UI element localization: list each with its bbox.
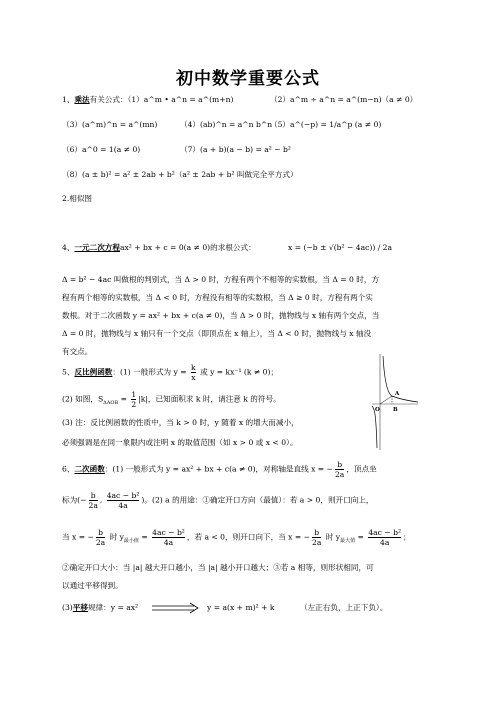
half-fraction — [131, 390, 136, 409]
formula-7: （7）(a + b)(a − b) = a² − b² — [180, 145, 291, 154]
section4-number: 4、 — [62, 243, 75, 252]
fraction-numerator: b — [90, 491, 96, 500]
section4-para1: Δ = b² − 4ac 叫做根的判别式，当 Δ > 0 时，方程有两个不相等的实数根，当 Δ = 0 时，方 — [62, 275, 380, 284]
fraction-numerator: b — [98, 528, 103, 537]
formula-6: （6）a^0 = 1(a ≠ 0) — [62, 145, 141, 154]
section6-line5: 以通过平移得到。 — [62, 581, 123, 590]
section5-line4: 必须强调是在同一象限内或注明 x 的取值范围（如 x > 0 或 x < 0）。 — [62, 438, 298, 447]
fraction-numerator: 4ac − b² — [152, 528, 185, 537]
formula-2: （2）a^m ÷ a^n = a^(m−n)（a ≠ 0） — [270, 95, 418, 104]
formula-3: （3）(a^m)^n = a^(mn) — [62, 120, 158, 129]
section2-text: 2.相似图 — [62, 194, 93, 203]
hyperbola-figure — [370, 352, 420, 452]
min-subscript: 最小值 — [123, 538, 139, 545]
equals-sign: = — [118, 394, 130, 404]
section4-para4: Δ = 0 时，抛物线与 x 轴只有一个交点（即顶点在 x 轴上），当 Δ < 0 时，抛物线与 x 轴没 — [62, 329, 372, 338]
section5-number: 5、 — [62, 367, 75, 377]
section6-line2-tail: )。(2) a 的用途：①确定开口方向（最值）：若 a > 0，则开口向上， — [141, 495, 374, 505]
translation-rule: （左正右负，上正下负）。 — [300, 603, 388, 612]
semicolon: ； — [403, 532, 411, 542]
page-title: 初中数学重要公式 — [176, 69, 320, 89]
fraction-denominator: 4a — [107, 500, 140, 510]
section4-line1 — [62, 243, 256, 253]
k-over-x-fraction — [191, 363, 196, 382]
fraction-numerator: b — [314, 528, 320, 537]
fraction-denominator: x — [191, 373, 196, 382]
min-x-fraction — [96, 528, 105, 547]
roots-formula: x = (−b ± √(b² − 4ac)) / 2a — [288, 243, 393, 252]
section6-line1-tail: ，顶点坐 — [346, 464, 377, 474]
section6-line4: ②确定开口大小：当 |a| 越大开口越小，当 |a| 越小开口越大；③若 a 相等，则形状相同，可 — [62, 563, 374, 572]
translation-from: 规律：y = ax² — [87, 603, 139, 612]
hyperbola-branch-1 — [383, 356, 418, 402]
min-value-fraction — [152, 528, 185, 547]
section6-line6 — [62, 603, 138, 613]
vertex-prefix: 标为(− — [62, 495, 87, 505]
item3-number: (3) — [62, 603, 73, 612]
section4-para2: 程有两个相等的实数根，当 Δ < 0 时，方程没有相等的实数根，当 Δ ≥ 0 时，方程有两个实 — [62, 293, 373, 302]
section6-number: 6、 — [62, 464, 75, 474]
vertex-x-fraction — [89, 491, 98, 510]
max-condition: ，若 a < 0，则开口向下，当 x = − — [186, 532, 311, 542]
section1-heading: 乘法 — [74, 95, 90, 104]
section5-line1 — [62, 363, 278, 382]
vertex-y-fraction — [107, 491, 140, 510]
section5-line2-text: (2) 如图，S — [62, 394, 104, 404]
section6-line1-text: ：(1) 一般形式为 y = ax² + bx + c(a ≠ 0)，对称轴是直线 x = − — [104, 464, 333, 474]
section1-number: 1、 — [62, 95, 75, 104]
section5-line1-text: ：(1) 一般形式为 y = — [112, 367, 190, 377]
fraction-numerator: 4ac − b² — [368, 528, 402, 537]
double-arrow-icon — [150, 602, 200, 614]
section4-para5: 有交点。 — [62, 347, 93, 356]
section5-heading: 反比例函数 — [74, 367, 113, 377]
section5-line1-tail: 或 y = kx⁻¹ (k ≠ 0)； — [197, 367, 279, 377]
translation-heading: 平移 — [72, 603, 88, 612]
fraction-denominator: 4a — [152, 537, 185, 547]
section4-para3: 数根。对于二次函数 y = ax² + bx + c(a ≠ 0)，当 Δ > 0 时，抛物线与 x 轴有两个交点，当 — [62, 311, 380, 320]
translation-to: y = a(x + m)² + k — [207, 603, 275, 612]
formula-5: （5）a^(−p) = 1/a^p (a ≠ 0) — [270, 120, 382, 129]
max-y-label: 时 y — [323, 532, 341, 542]
formula-4: （4）(ab)^n = a^n b^n — [180, 120, 273, 129]
point-o-label: O — [375, 407, 380, 413]
section6-heading: 二次函数 — [74, 464, 105, 474]
section5-line3: (3) 注：反比例函数的性质中，当 k > 0 时，y 随着 x 的增大而减小， — [62, 418, 299, 427]
section6-line2 — [62, 491, 374, 510]
min-condition: 当 x = − — [62, 532, 94, 542]
fraction-numerator: k — [191, 363, 196, 372]
max-value-fraction — [368, 528, 401, 547]
formula-8: （8）(a ± b)² = a² ± 2ab + b²（a² ± 2ab + b² 叫做完全平方式） — [62, 170, 298, 179]
fraction-numerator: 4ac − b² — [106, 491, 140, 500]
point-a-label: A — [395, 391, 400, 397]
quadratic-equation: ax² + bx + c = 0(a ≠ 0) — [120, 243, 211, 252]
section4-heading: 一元二次方程 — [74, 243, 120, 252]
fraction-denominator: 2a — [312, 538, 322, 547]
section6-line3 — [62, 528, 411, 547]
max-x-fraction — [312, 528, 321, 547]
fraction-denominator: 4a — [368, 537, 401, 547]
fraction-numerator: 1 — [131, 390, 137, 399]
section1-line1 — [62, 95, 233, 105]
max-subscript: 最大值 — [340, 538, 356, 545]
axis-fraction — [335, 460, 344, 479]
roots-label: 的求根公式： — [210, 243, 256, 252]
segment-oa — [380, 396, 392, 404]
min-y-label: 时 y — [107, 532, 124, 542]
vertex-comma: , — [99, 495, 105, 505]
section6-line1 — [62, 460, 377, 479]
section1-intro: 有关公式： — [89, 95, 128, 104]
equals-sign: = — [138, 532, 151, 542]
fraction-numerator: b — [337, 460, 343, 469]
section5-line2 — [62, 390, 281, 409]
equals-sign: = — [355, 532, 367, 542]
fraction-denominator: 2a — [334, 470, 345, 479]
fraction-denominator: 2a — [88, 501, 98, 510]
fraction-denominator: 2 — [131, 400, 137, 409]
formula-1: （1）a^m • a^n = a^(m+n) — [127, 95, 234, 104]
fraction-denominator: 2a — [95, 538, 106, 547]
section5-line2-tail: |k|，已知面积求 k 时，请注意 k 的符号。 — [138, 394, 281, 404]
point-b-label: B — [393, 407, 398, 413]
triangle-subscript: ΔAOB — [103, 400, 119, 407]
